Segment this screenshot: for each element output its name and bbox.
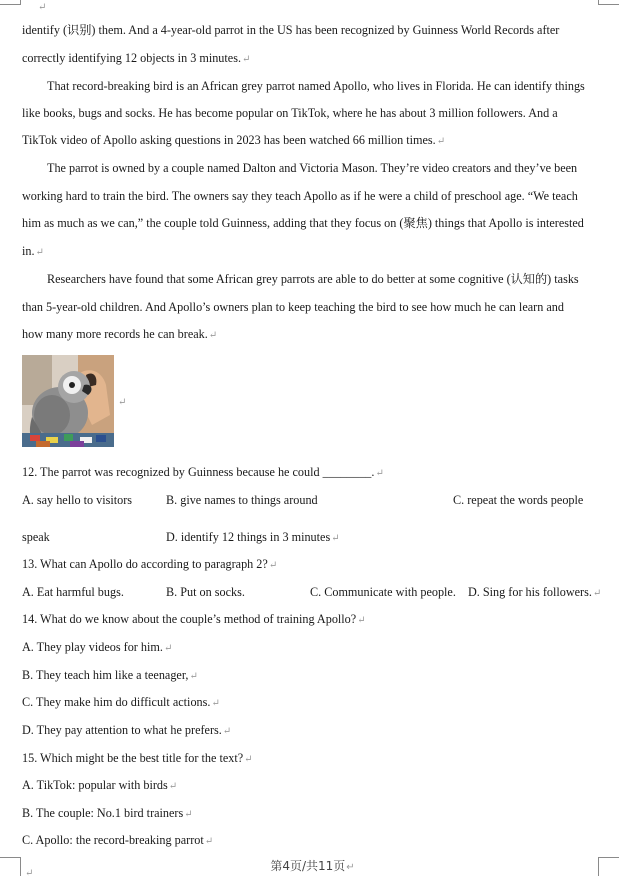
passage-line: Researchers have found that some African grey parrots are able to do better at some cognitive (认知的) tasks bbox=[47, 272, 579, 286]
passage-line: how many more records he can break.↵ bbox=[22, 327, 218, 341]
passage-line: identify (识别) them. And a 4-year-old parrot in the US has been recognized by Guinness World Records after bbox=[22, 23, 560, 37]
passage-line: him as much as we can,” the couple told Guinness, adding that they focus on (聚焦) things that Apollo is interested bbox=[22, 216, 584, 230]
q14-option-b: B. They teach him like a teenager,↵ bbox=[22, 668, 198, 682]
passage-line: That record-breaking bird is an African grey parrot named Apollo, who lives in Florida. He can identify things bbox=[47, 79, 585, 93]
q13-option-a: A. Eat harmful bugs. bbox=[22, 585, 124, 599]
q12-option-c: C. repeat the words people bbox=[453, 493, 584, 507]
paragraph-mark-bottom: ↵ bbox=[25, 868, 34, 879]
paragraph-mark: ↵ bbox=[118, 397, 127, 408]
q15-option-a: A. TikTok: popular with birds↵ bbox=[22, 778, 178, 792]
passage-line: like books, bugs and socks. He has become popular on TikTok, where he has about 3 million followers. And a bbox=[22, 106, 558, 120]
crop-mark-top-left bbox=[0, 0, 21, 5]
question-12-stem: 12. The parrot was recognized by Guinness because he could ________.↵ bbox=[22, 465, 384, 479]
q15-option-b: B. The couple: No.1 bird trainers↵ bbox=[22, 806, 193, 820]
q14-option-d: D. They pay attention to what he prefers.↵ bbox=[22, 723, 232, 737]
question-15-stem: 15. Which might be the best title for the text?↵ bbox=[22, 751, 253, 765]
q12-option-d: D. identify 12 things in 3 minutes↵ bbox=[166, 530, 340, 544]
passage-line: TikTok video of Apollo asking questions in 2023 has been watched 66 million times.↵ bbox=[22, 133, 446, 147]
q12-option-a: A. say hello to visitors bbox=[22, 493, 133, 507]
passage-line: in.↵ bbox=[22, 244, 44, 258]
q14-option-c: C. They make him do difficult actions.↵ bbox=[22, 695, 220, 709]
question-14-stem: 14. What do we know about the couple’s method of training Apollo?↵ bbox=[22, 612, 366, 626]
question-13-stem: 13. What can Apollo do according to paragraph 2?↵ bbox=[22, 557, 278, 571]
q14-option-a: A. They play videos for him.↵ bbox=[22, 640, 173, 654]
passage-line: than 5-year-old children. And Apollo’s owners plan to keep teaching the bird to see how much he can learn and bbox=[22, 300, 564, 314]
q13-option-c: C. Communicate with people. bbox=[310, 585, 456, 599]
parrot-illustration bbox=[22, 355, 114, 447]
crop-mark-top-right bbox=[598, 0, 619, 5]
passage-line: working hard to train the bird. The owners say they teach Apollo as if he were a child of preschool age. “We teach bbox=[22, 189, 578, 203]
passage-line: The parrot is owned by a couple named Dalton and Victoria Mason. They’re video creators and they’ve been bbox=[47, 161, 578, 175]
q15-option-c: C. Apollo: the record-breaking parrot↵ bbox=[22, 833, 214, 847]
q12-option-c-continued: speak bbox=[22, 530, 50, 544]
q12-option-b: B. give names to things around bbox=[166, 493, 318, 507]
q13-option-b: B. Put on socks. bbox=[166, 585, 245, 599]
page-number-footer: 第4页/共11页↵ bbox=[270, 859, 355, 873]
q13-option-d: D. Sing for his followers.↵ bbox=[468, 585, 602, 599]
passage-line: correctly identifying 12 objects in 3 minutes.↵ bbox=[22, 51, 251, 65]
parrot-photo bbox=[22, 355, 114, 447]
paragraph-mark-top: ↵ bbox=[38, 2, 47, 13]
